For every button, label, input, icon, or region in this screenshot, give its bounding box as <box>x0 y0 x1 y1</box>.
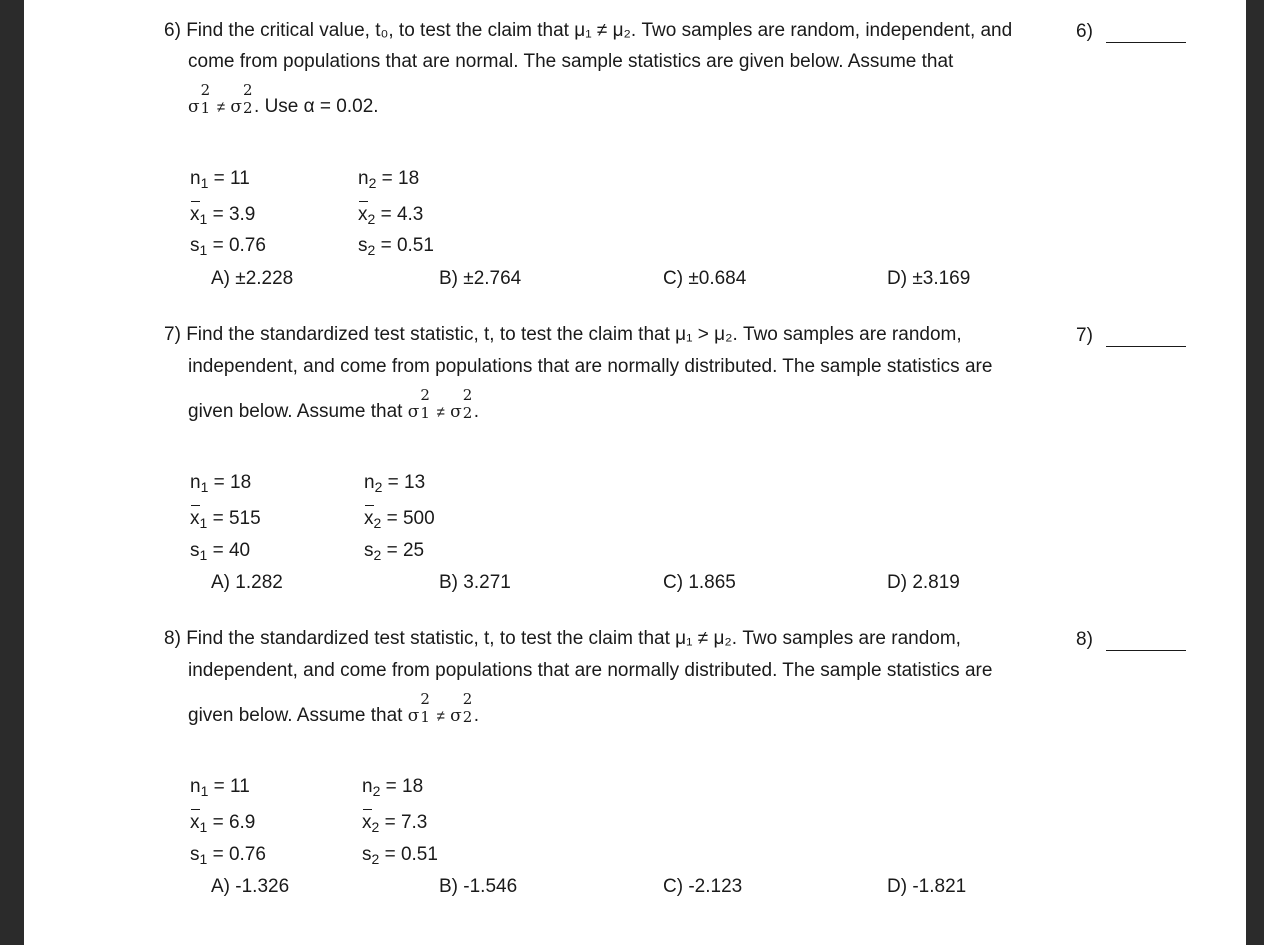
s1-stat: $s_1 = 40$ <box>190 540 251 563</box>
choice-6-b[interactable]: B) ±2.764 <box>439 268 522 289</box>
n1-stat: $n_1 = 11$ <box>190 168 250 191</box>
choice-7-c[interactable]: C) 1.865 <box>663 572 736 593</box>
choice-7-a[interactable]: A) 1.282 <box>211 572 283 593</box>
s2-stat: $s_2 = 0.51$ <box>358 235 434 258</box>
sigma-1-squared: σ 2 1 <box>188 81 211 117</box>
question-7-line-3: given below. Assume that σ 2 1 ≠ σ 2 2 . <box>188 386 479 422</box>
answer-number-7: 7) <box>1076 325 1093 346</box>
answer-blank-7[interactable] <box>1106 346 1186 347</box>
sigma-1-squared: σ 2 1 <box>407 386 430 422</box>
sigma-2-squared: σ 2 2 <box>230 81 253 117</box>
answer-number-6: 6) <box>1076 21 1093 42</box>
question-7-line-1: 7) Find the standardized test statistic, t, to test the claim that μ₁ > μ₂. Two samples are random, <box>164 324 962 345</box>
s1-stat: $s_1 = 0.76$ <box>190 235 266 258</box>
s2-stat: $s_2 = 0.51$ <box>362 844 438 867</box>
x1-mean-stat: $x_1 = 515$ <box>190 508 261 531</box>
x1-mean-stat: $x_1 = 6.9$ <box>190 812 256 835</box>
question-8-line-2: independent, and come from populations that are normally distributed. The sample statistics are <box>188 660 993 681</box>
question-8-line-1: 8) Find the standardized test statistic, t, to test the claim that μ₁ ≠ μ₂. Two samples are random, <box>164 628 961 649</box>
question-8-line-3: given below. Assume that σ 2 1 ≠ σ 2 2 . <box>188 690 479 726</box>
choice-7-d[interactable]: D) 2.819 <box>887 572 960 593</box>
sigma-1-squared: σ 2 1 <box>407 690 430 726</box>
n1-stat: $n_1 = 18$ <box>190 472 252 495</box>
choice-8-c[interactable]: C) -2.123 <box>663 876 743 897</box>
n2-stat: $n_2 = 18$ <box>362 776 424 799</box>
question-6-line-1: 6) Find the critical value, t₀, to test the claim that μ₁ ≠ μ₂. Two samples are random, independent, and <box>164 20 1013 41</box>
n2-stat: $n_2 = 18$ <box>358 168 420 191</box>
answer-number-8: 8) <box>1076 629 1093 650</box>
choice-6-a[interactable]: A) ±2.228 <box>211 268 294 289</box>
choice-6-c[interactable]: C) ±0.684 <box>663 268 747 289</box>
question-6-line-2: come from populations that are normal. The sample statistics are given below. Assume that <box>188 51 954 72</box>
s2-stat: $s_2 = 25$ <box>364 540 425 563</box>
question-7-line-2: independent, and come from populations that are normally distributed. The sample statistics are <box>188 356 993 377</box>
choice-7-b[interactable]: B) 3.271 <box>439 572 511 593</box>
n1-stat: $n_1 = 11$ <box>190 776 250 799</box>
x2-mean-stat: $x_2 = 7.3$ <box>362 812 428 835</box>
x1-mean-stat: $x_1 = 3.9$ <box>190 204 256 227</box>
s1-stat: $s_1 = 0.76$ <box>190 844 266 867</box>
choice-8-d[interactable]: D) -1.821 <box>887 876 967 897</box>
sigma-2-squared: σ 2 2 <box>450 690 473 726</box>
n2-stat: $n_2 = 13$ <box>364 472 426 495</box>
answer-blank-6[interactable] <box>1106 42 1186 43</box>
sigma-2-squared: σ 2 2 <box>450 386 473 422</box>
x2-mean-stat: $x_2 = 500$ <box>364 508 435 531</box>
x2-mean-stat: $x_2 = 4.3$ <box>358 204 424 227</box>
choice-8-a[interactable]: A) -1.326 <box>211 876 290 897</box>
answer-blank-8[interactable] <box>1106 650 1186 651</box>
question-6-line-3: σ 2 1 ≠ σ 2 2 . Use α = 0.02. <box>188 81 379 117</box>
choice-6-d[interactable]: D) ±3.169 <box>887 268 971 289</box>
choice-8-b[interactable]: B) -1.546 <box>439 876 518 897</box>
